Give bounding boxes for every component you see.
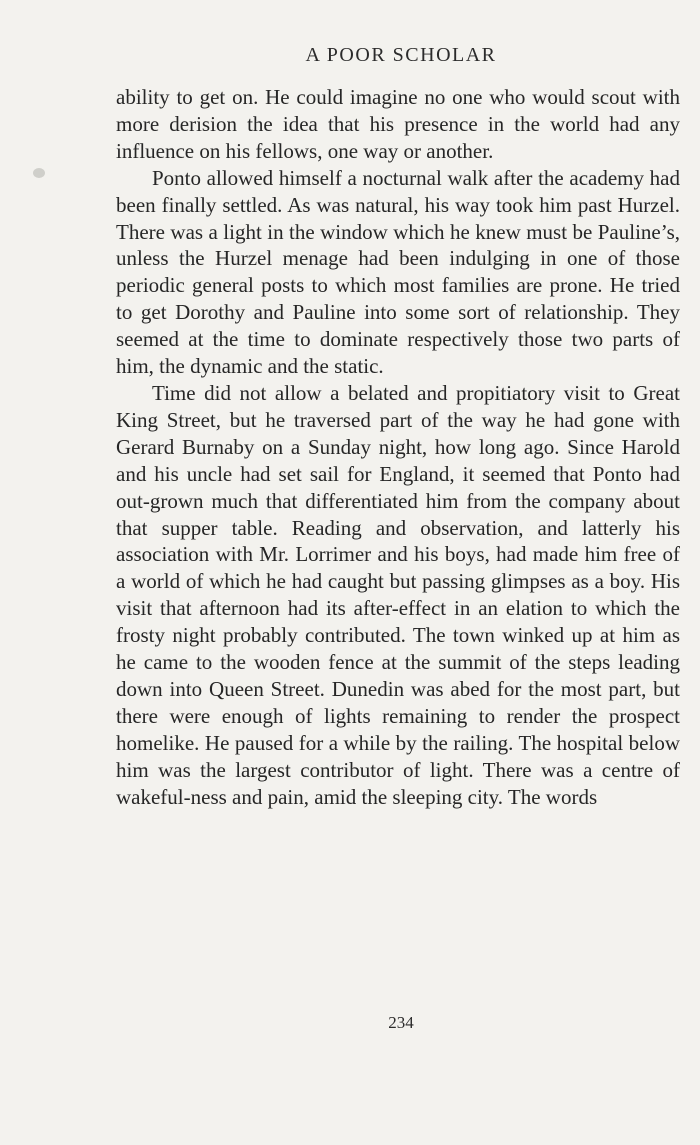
paragraph-continuation: ability to get on. He could imagine no one who would scout with more derision the idea that his presence in the world had any influence on his fellows, one way or another. [116,85,680,163]
paragraph-great-king-street: Time did not allow a belated and propitiatory visit to Great King Street, but he traversed part of the way he had gone with Gerard Burnaby on a Sunday night, how long ago. Since Harold and his uncle had set sail for England, it seemed that Ponto had out-grown much that differentiated him from the company about that supper table. Reading and observation, and latterly his association with Mr. Lorrimer and his boys, had made him free of a world of which he had caught but passing glimpses as a boy. His visit that afternoon had its after-effect in an elation to which the frosty night probably contributed. The town winked up at him as he came to the wooden fence at the summit of the steps leading down into Queen Street. Dunedin was abed for the most part, but there were enough of lights remaining to render the prospect homelike. He paused for a while by the railing. The hospital below him was the largest contributor of light. There was a centre of wakeful-ness and pain, amid the sleeping city. The words [116,380,680,809]
page-number: 234 [388,1013,414,1032]
running-head: A POOR SCHOLAR [305,44,497,66]
paragraph-nocturnal-walk: Ponto allowed himself a nocturnal walk after the academy had been finally settled. As was natural, his way took him past Hurzel. There was a light in the window which he knew must be Pauline’s, unless the Hurzel menage had been indulging in one of those periodic general posts to which most families are prone. He tried to get Dorothy and Pauline into some sort of relationship. They seemed at the time to dominate respectively those two parts of him, the dynamic and the static. [116,165,680,379]
body-text [116,84,680,810]
paper-blemish [33,168,45,178]
